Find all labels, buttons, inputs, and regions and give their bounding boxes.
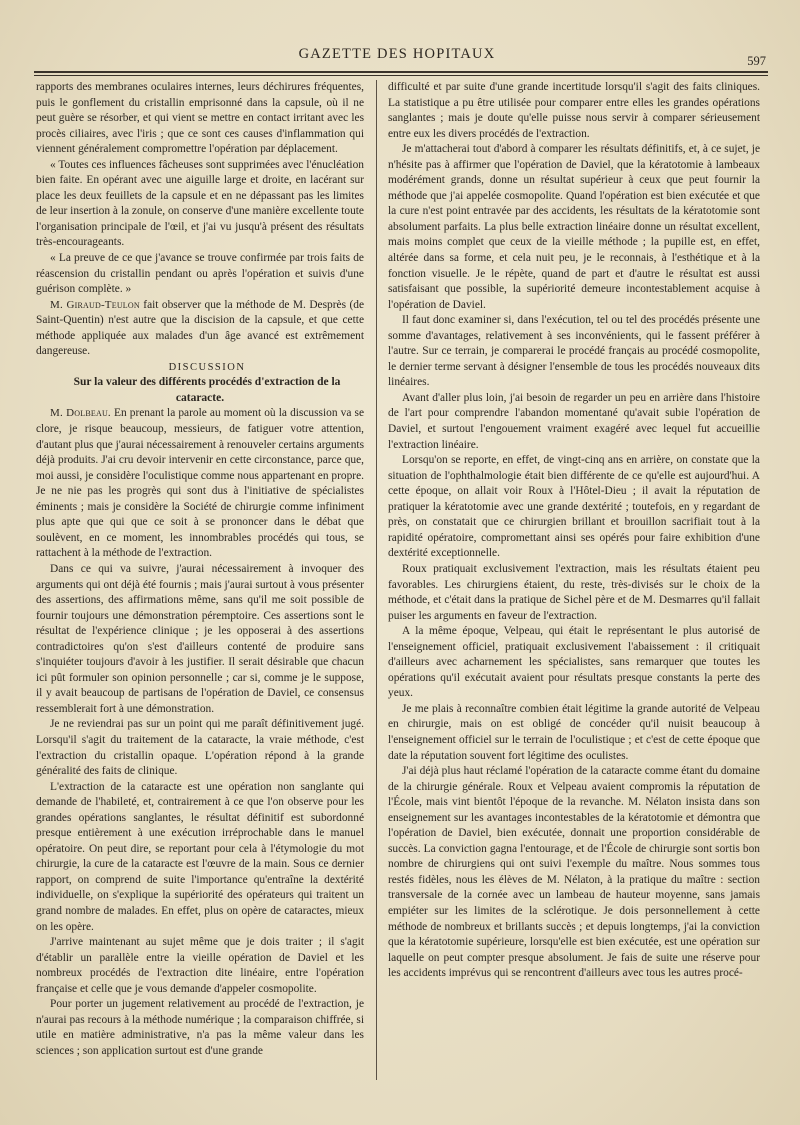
speaker-name: M. Dolbeau. [50,407,111,420]
left-column [36,80,364,1059]
page-header [26,46,768,70]
paragraph [36,298,364,360]
paragraph [36,406,364,561]
paragraph: L'extraction de la cataracte est une opération non sanglante qui demande de l'habileté, et, contrairement à ce que l'on observe pour les grandes opérations sanglantes, le résultat définitif est subordonné presque entièrement à une exécution irréprochable dans le manuel opératoire. On peut dire, se reportant pour cela à l'étymologie du mot chirurgie, la cure de la cataracte est l'œuvre de la main. Sous ce dernier rapport, on comprend de suite l'importance qu'entraîne la dextérité individuelle, on s'explique la supériorité des opérateurs qui traitent un grand nombre de malades. En effet, plus on opère de cataractes, mieux on les opère. [36,780,364,933]
paragraph: difficulté et par suite d'une grande incertitude lorsqu'il s'agit des faits cliniques. La statistique a pu être utilisée pour comparer entre elles les grandes opérations sanglantes ; mais je doute qu'elle puisse nous servir à comparer sérieusement entre eux les divers procédés de l'extraction. [388,81,760,140]
section-heading: DISCUSSION [168,361,246,373]
column-divider [376,80,377,1080]
paragraph: Lorsqu'on se reporte, en effet, de vingt-cinq ans en arrière, on constate que la situation de l'ophthalmologie était bien différente de ce qu'elle est aujourd'hui. A cette époque, on allait voir Roux à l'Hôtel-Dieu ; il avait la réputation de pratiquer la kératotomie avec une grande dextérité ; toutefois, en y regardant de près, on constatait que ce chirurgien brillant et brouillon sacrifiait tout à la rapidité opératoire, compromettant ainsi ses opérés pour faire exhibition d'une dextérité exceptionnelle. [388,454,760,560]
page-number: 597 [747,54,766,68]
paragraph: J'arrive maintenant au sujet même que je dois traiter ; il s'agit d'établir un parallèle entre la vieille opération de Daviel et les nombreux procédés de l'extraction dite linéaire, entre l'opération française et celle que je vous demande d'appeler cosmopolite. [36,936,364,995]
running-title: GAZETTE DES HOPITAUX [298,46,496,62]
paragraph: Roux pratiquait exclusivement l'extraction, mais les résultats étaient peu favorables. Les chirurgiens étaient, du reste, très-divisés sur le choix de la méthode, et c'était dans la pratique de Sichel père et de M. Desmarres qu'il fallait puiser les arguments en faveur de l'extraction. [388,562,760,622]
paragraph: Dans ce qui va suivre, j'aurai nécessairement à invoquer des arguments qui ont déjà été fournis ; mais j'aurai surtout à vous présenter des assertions, des affirmations même, sans qu'il me soit possible de fournir toujours une démonstration péremptoire. Ces assertions sont le résultat de l'expérience clinique ; je les opposerai à des assertions contradictoires qu'on s'est d'ailleurs contenté de produire sans s'inquiéter toujours d'avoir à les justifier. Il serait désirable que chacun ici pût formuler son opinion personnelle ; car si, comme je le suppose, il y avait beaucoup de partisans de l'opération de Daviel, ce consensus ressemblerait fort à une démonstration. [36,562,364,715]
paragraph: A la même époque, Velpeau, qui était le représentant le plus autorisé de l'enseignement officiel, pratiquait exclusivement l'abaissement : il critiquait d'ailleurs avec acharnement les spécialistes, sans remarquer que toutes les opérations qu'il exécutait avaient pour résultats presque constants la perte des yeux. [388,625,760,700]
paragraph: Je m'attacherai tout d'abord à comparer les résultats définitifs, et, à ce sujet, je n'hésite pas à affirmer que l'opération de Daviel, que la kératotomie à lambeaux modérément grands, donne un résultat supérieur à ceux que peut fournir la méthode que j'ai appelée cosmopolite. Quand l'opération est bien exécutée et que la cure n'est point entravée par des accidents, les résultats de la kératotomie sont absolument parfaits. La plus belle extraction linéaire donne un résultat excellent, mais moins complet que ceux de la vieille méthode ; la pupille est, en effet, altérée dans sa forme, et cela nuit peu, je le reconnais, à l'esthétique et à la fonction visuelle. Je le répète, quand de part et d'autre le résultat est aussi satisfaisant que possible, la supériorité demeure incontestablement acquise à l'opération de Daviel. [388,143,760,311]
paragraph: Je ne reviendrai pas sur un point qui me paraît définitivement jugé. Lorsqu'il s'agit du traitement de la cataracte, la vraie méthode, c'est l'extraction du cristallin opaque. L'opération répond à la grande généralité des faits de clinique. [36,718,364,778]
section-subheading: Sur la valeur des différents procédés d'extraction de la cataracte. [73,376,341,404]
header-rule-thin [34,75,768,76]
paragraph: Je me plais à reconnaître combien était légitime la grande autorité de Velpeau en chirurgie, mais on est obligé de concéder qu'il nuisit beaucoup à l'enseignement officiel sur le terrain de l'oculistique ; et c'est de cette époque que date la réputation souvent fort légitime des oculistes. [388,702,760,762]
paragraph-text: fait observer que la méthode de M. Desprès (de Saint-Quentin) n'est autre que la discision de la capsule, et que cette méthode appliquée aux malades d'un âge avancé est extrêmement dangereuse. [36,298,365,358]
paragraph: Avant d'aller plus loin, j'ai besoin de regarder un peu en arrière dans l'histoire de l'art pour comprendre l'abandon momentané qu'avait subie l'opération de Daviel, et surtout l'engouement vraiment exagéré avec lequel fut accueillie l'extraction linéaire. [388,391,760,451]
paragraph: rapports des membranes oculaires internes, leurs déchirures fréquentes, puis le gonflement du cristallin emprisonné dans la capsule, où il ne peut guère se résorber, et qui vient se mettre en contact irritant avec les procès ciliaires, avec l'iris ; que ce sont ces causes d'inflammation qui viennent généralement compromettre l'opération par déplacement. [36,81,364,156]
speaker-name: M. Giraud-Teulon [50,298,140,311]
paragraph: Pour porter un jugement relativement au procédé de l'extraction, je n'aurai pas recours à la méthode numérique ; la comparaison chiffrée, si utile en matière administrative, n'a pas la même valeur dans les sciences ; son application surtout est d'une grande [36,998,364,1057]
paragraph: « Toutes ces influences fâcheuses sont supprimées avec l'énucléation bien faite. En opérant avec une aiguille large et droite, en lacérant sur place les deux feuillets de la capsule et en ne dépassant pas les limites de leur insertion à la zonule, on conserve d'une manière excellente toute l'organisation principale de l'œil, et j'ai vu jusqu'à présent des résultats très-encourageants. [36,158,364,249]
header-rule [34,71,768,73]
paragraph: Il faut donc examiner si, dans l'exécution, tel ou tel des procédés présente une somme d'avantages, relativement à ses inconvénients, qui le fassent préférer à l'autre. Sur ce terrain, je comparerai le procédé français au procédé cosmopolite, le dernier terme servant à désigner l'ensemble de tous les procédés nouveaux dits linéaires. [388,314,760,389]
paragraph: J'ai déjà plus haut réclamé l'opération de la cataracte comme étant du domaine de la chirurgie générale. Roux et Velpeau avaient compromis la réputation de l'École, mais vint bientôt l'époque de la revanche. M. Nélaton insista dans son enseignement sur les avantages incontestables de la kératotomie et démontra que l'opération de Daviel, bien exécutée, donnait une proportion considérable de succès. La conviction gagna l'entourage, et de l'École de chirurgie sont sortis bon nombre de chirurgiens qui ont suivi l'exemple du maître. Nous sommes tous restés fidèles, nous les élèves de M. Nélaton, à la pratique du maître : section transversale de la cornée avec un lambeau de hauteur moyenne, sans jamais empiéter sur les limites de la sclérotique. Je dois personnellement à cette méthode de nombreux et brillants succès ; et depuis longtemps, j'ai la conviction que la kératotomie supérieure, lorsqu'elle est bien exécutée, est une opération sur laquelle on peut compter presque absolument. Je fais de suite une réserve pour les accidents imprévus qui se rencontrent d'ailleurs avec tous les autres procé- [388,765,760,980]
paragraph: « La preuve de ce que j'avance se trouve confirmée par trois faits de réascension du cristallin pendant ou après l'opération et suivis d'une guérison complète. » [36,252,364,296]
paragraph-text: En prenant la parole au moment où la discussion va se clore, je risque beaucoup, messieurs, de fatiguer votre attention, d'autant plus que j'aurai nécessairement à renouveler certains arguments déjà produits. J'ai cru devoir intervenir en cette circonstance, parce que, moi aussi, je considère l'oculistique comme nous appartenant en propre. Je ne nie pas les progrès qui sont dus à l'initiative de spécialistes éminents ; mais je considère la Société de chirurgie comme infiniment plus apte que qui que ce soit à se prononcer dans le débat que soulèvent, en ce moment, les innombrables procédés qui tous, se rattachent à la méthode de l'extraction. [36,407,364,560]
right-column [388,80,760,982]
